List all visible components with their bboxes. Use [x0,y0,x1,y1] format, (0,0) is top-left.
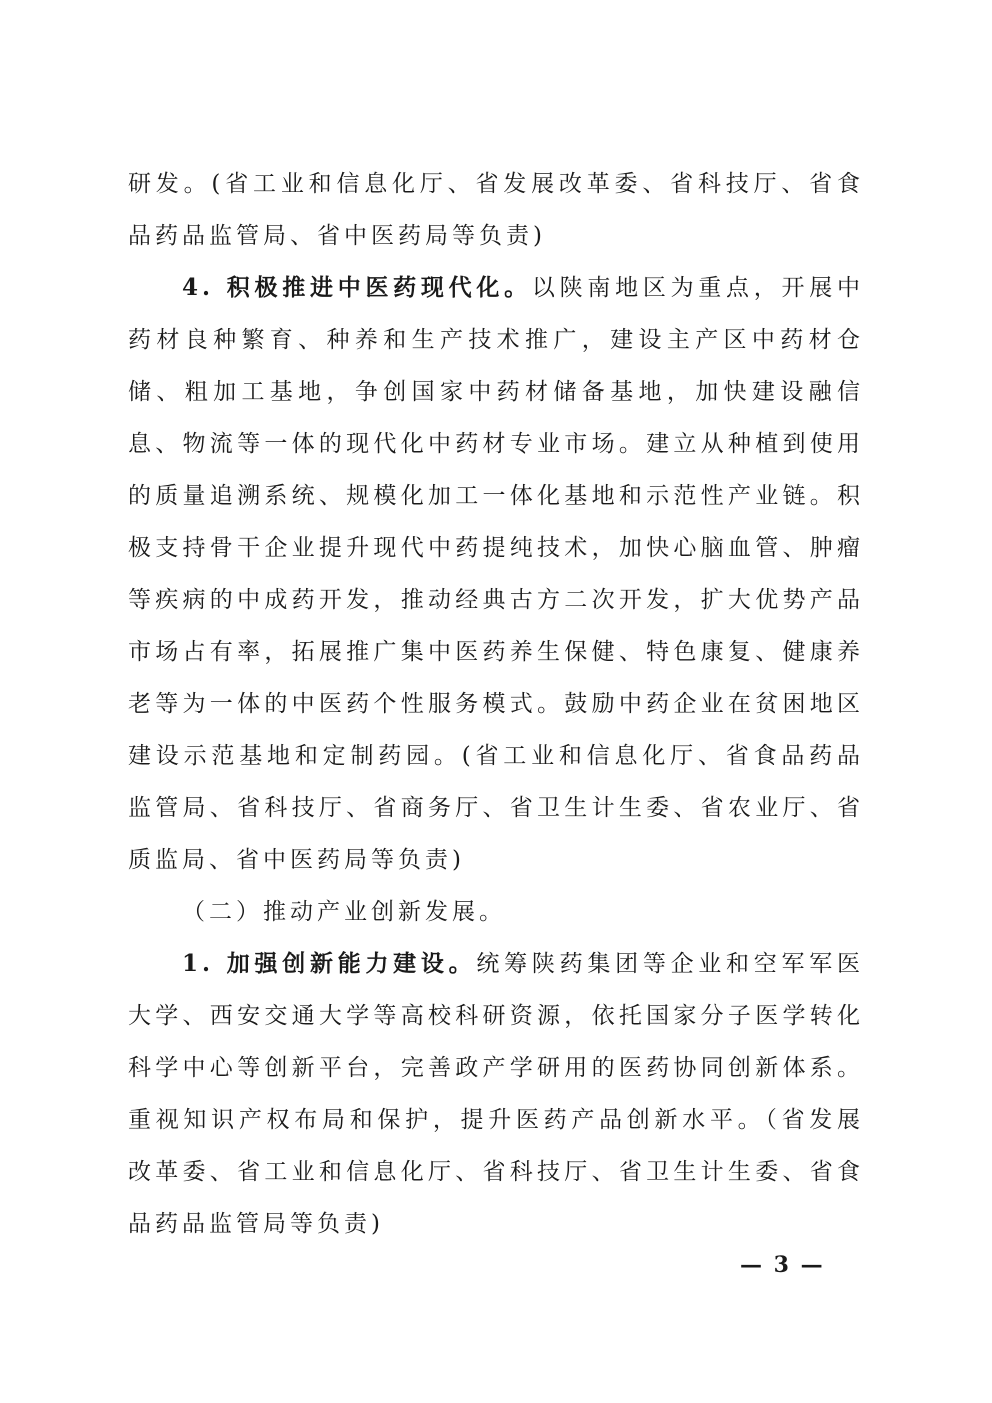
paragraph-lead-heading: 4. 积极推进中医药现代化。 [182,274,532,301]
page-number: — 3 — [740,1252,825,1278]
paragraph-continuation [128,158,864,262]
paragraph-text: 统筹陕药集团等企业和空军军医大学、西安交通大学等高校科研资源，依托国家分子医学转化科学中心等创新平台，完善政产学研用的医药协同创新体系。重视知识产权布局和保护，提升医药产品创新水平。（省发展改革委、省工业和信息化厅、省科技厅、省卫生计生委、省食品药品监管局等负责) [128,951,864,1237]
body-text [128,158,864,1250]
paragraph-text: 以陕南地区为重点，开展中药材良种繁育、种养和生产技术推广，建设主产区中药材仓储、粗加工基地，争创国家中药材储备基地，加快建设融信息、物流等一体的现代化中药材专业市场。建立从种植到使用的质量追溯系统、规模化加工一体化基地和示范性产业链。积极支持骨干企业提升现代中药提纯技术，加快心脑血管、肿瘤等疾病的中成药开发，推动经典古方二次开发，扩大优势产品市场占有率，拓展推广集中医药养生保健、特色康复、健康养老等为一体的中医药个性服务模式。鼓励中药企业在贫困地区建设示范基地和定制药园。(省工业和信息化厅、省食品药品监管局、省科技厅、省商务厅、省卫生计生委、省农业厅、省质监局、省中医药局等负责) [128,275,864,873]
paragraph-innovation-capacity [128,938,864,1250]
paragraph-lead-heading: 1. 加强创新能力建设。 [182,950,477,977]
paragraph-tcm-modernization [128,262,864,886]
paragraph-text: 研发。(省工业和信息化厅、省发展改革委、省科技厅、省食品药品监管局、省中医药局等负责) [128,171,864,249]
section-heading [128,886,864,938]
section-heading-text: （二）推动产业创新发展。 [182,899,506,925]
